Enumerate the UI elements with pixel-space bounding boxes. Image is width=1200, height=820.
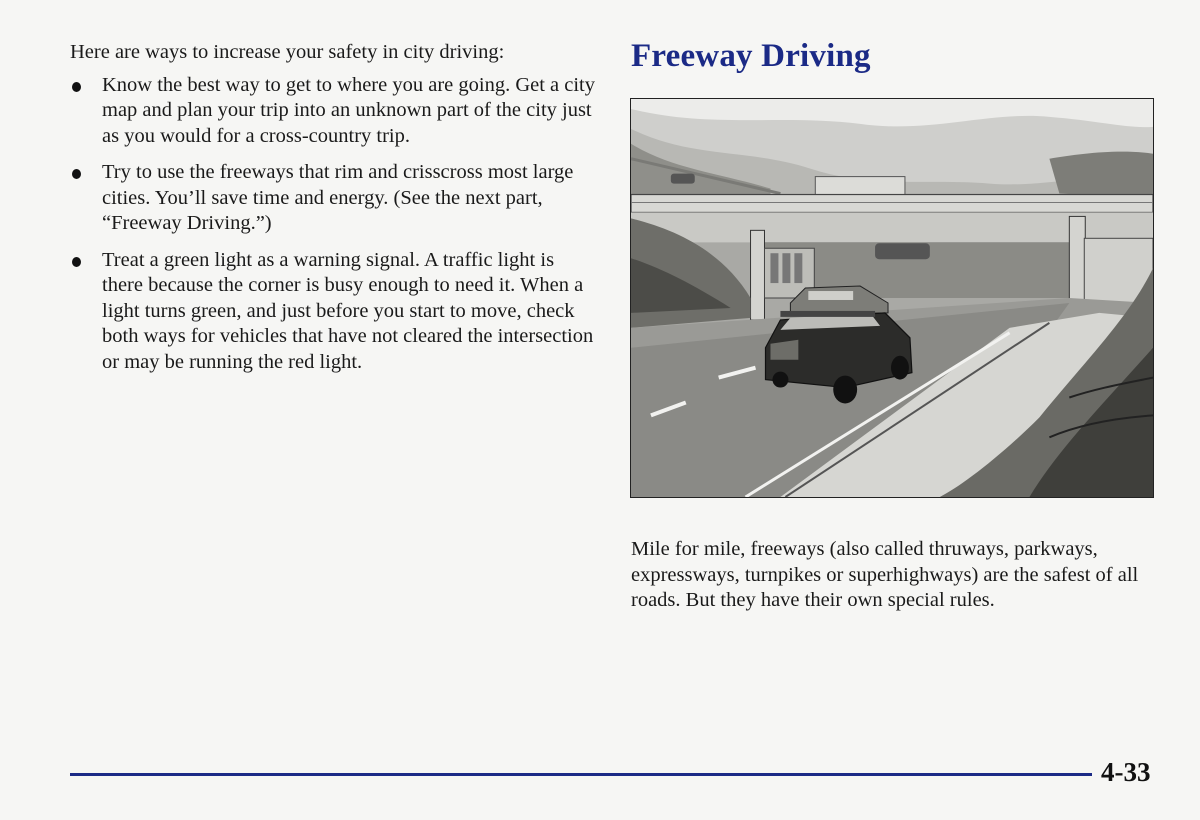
tips-list (70, 73, 600, 376)
freeway-paragraph: Mile for mile, freeways (also called thruways, parkways, expressways, turnpikes or superhighways) are the safest of all roads. But they have their own special rules. (631, 538, 1139, 611)
bullet-icon (72, 257, 81, 267)
list-item (70, 248, 600, 376)
list-item-text: Know the best way to get to where you are going. Get a city map and plan your trip into an unknown part of the city just as you would for a cross-country trip. (102, 73, 596, 147)
freeway-overpass-drawing (631, 99, 1153, 497)
list-item-text: Treat a green light as a warning signal. A traffic light is there because the corner is busy enough to need it. When a light turns green, and just before you start to move, check both ways for vehicles that have not cleared the intersection or may be running the red light. (102, 248, 594, 373)
list-item (70, 160, 600, 237)
section-title: Freeway Driving (631, 38, 871, 74)
intro-text: Here are ways to increase your safety in city driving: (70, 41, 505, 63)
page-number: 4-33 (1101, 757, 1151, 787)
footer-rule (70, 773, 1092, 776)
list-item (70, 73, 600, 150)
freeway-illustration (630, 98, 1154, 498)
left-column (70, 40, 600, 386)
list-item-text: Try to use the freeways that rim and crisscross most large cities. You’ll save time and energy. (See the next part, “Freeway Driving.”) (102, 161, 574, 234)
bullet-icon (72, 82, 81, 92)
bullet-icon (72, 169, 81, 179)
